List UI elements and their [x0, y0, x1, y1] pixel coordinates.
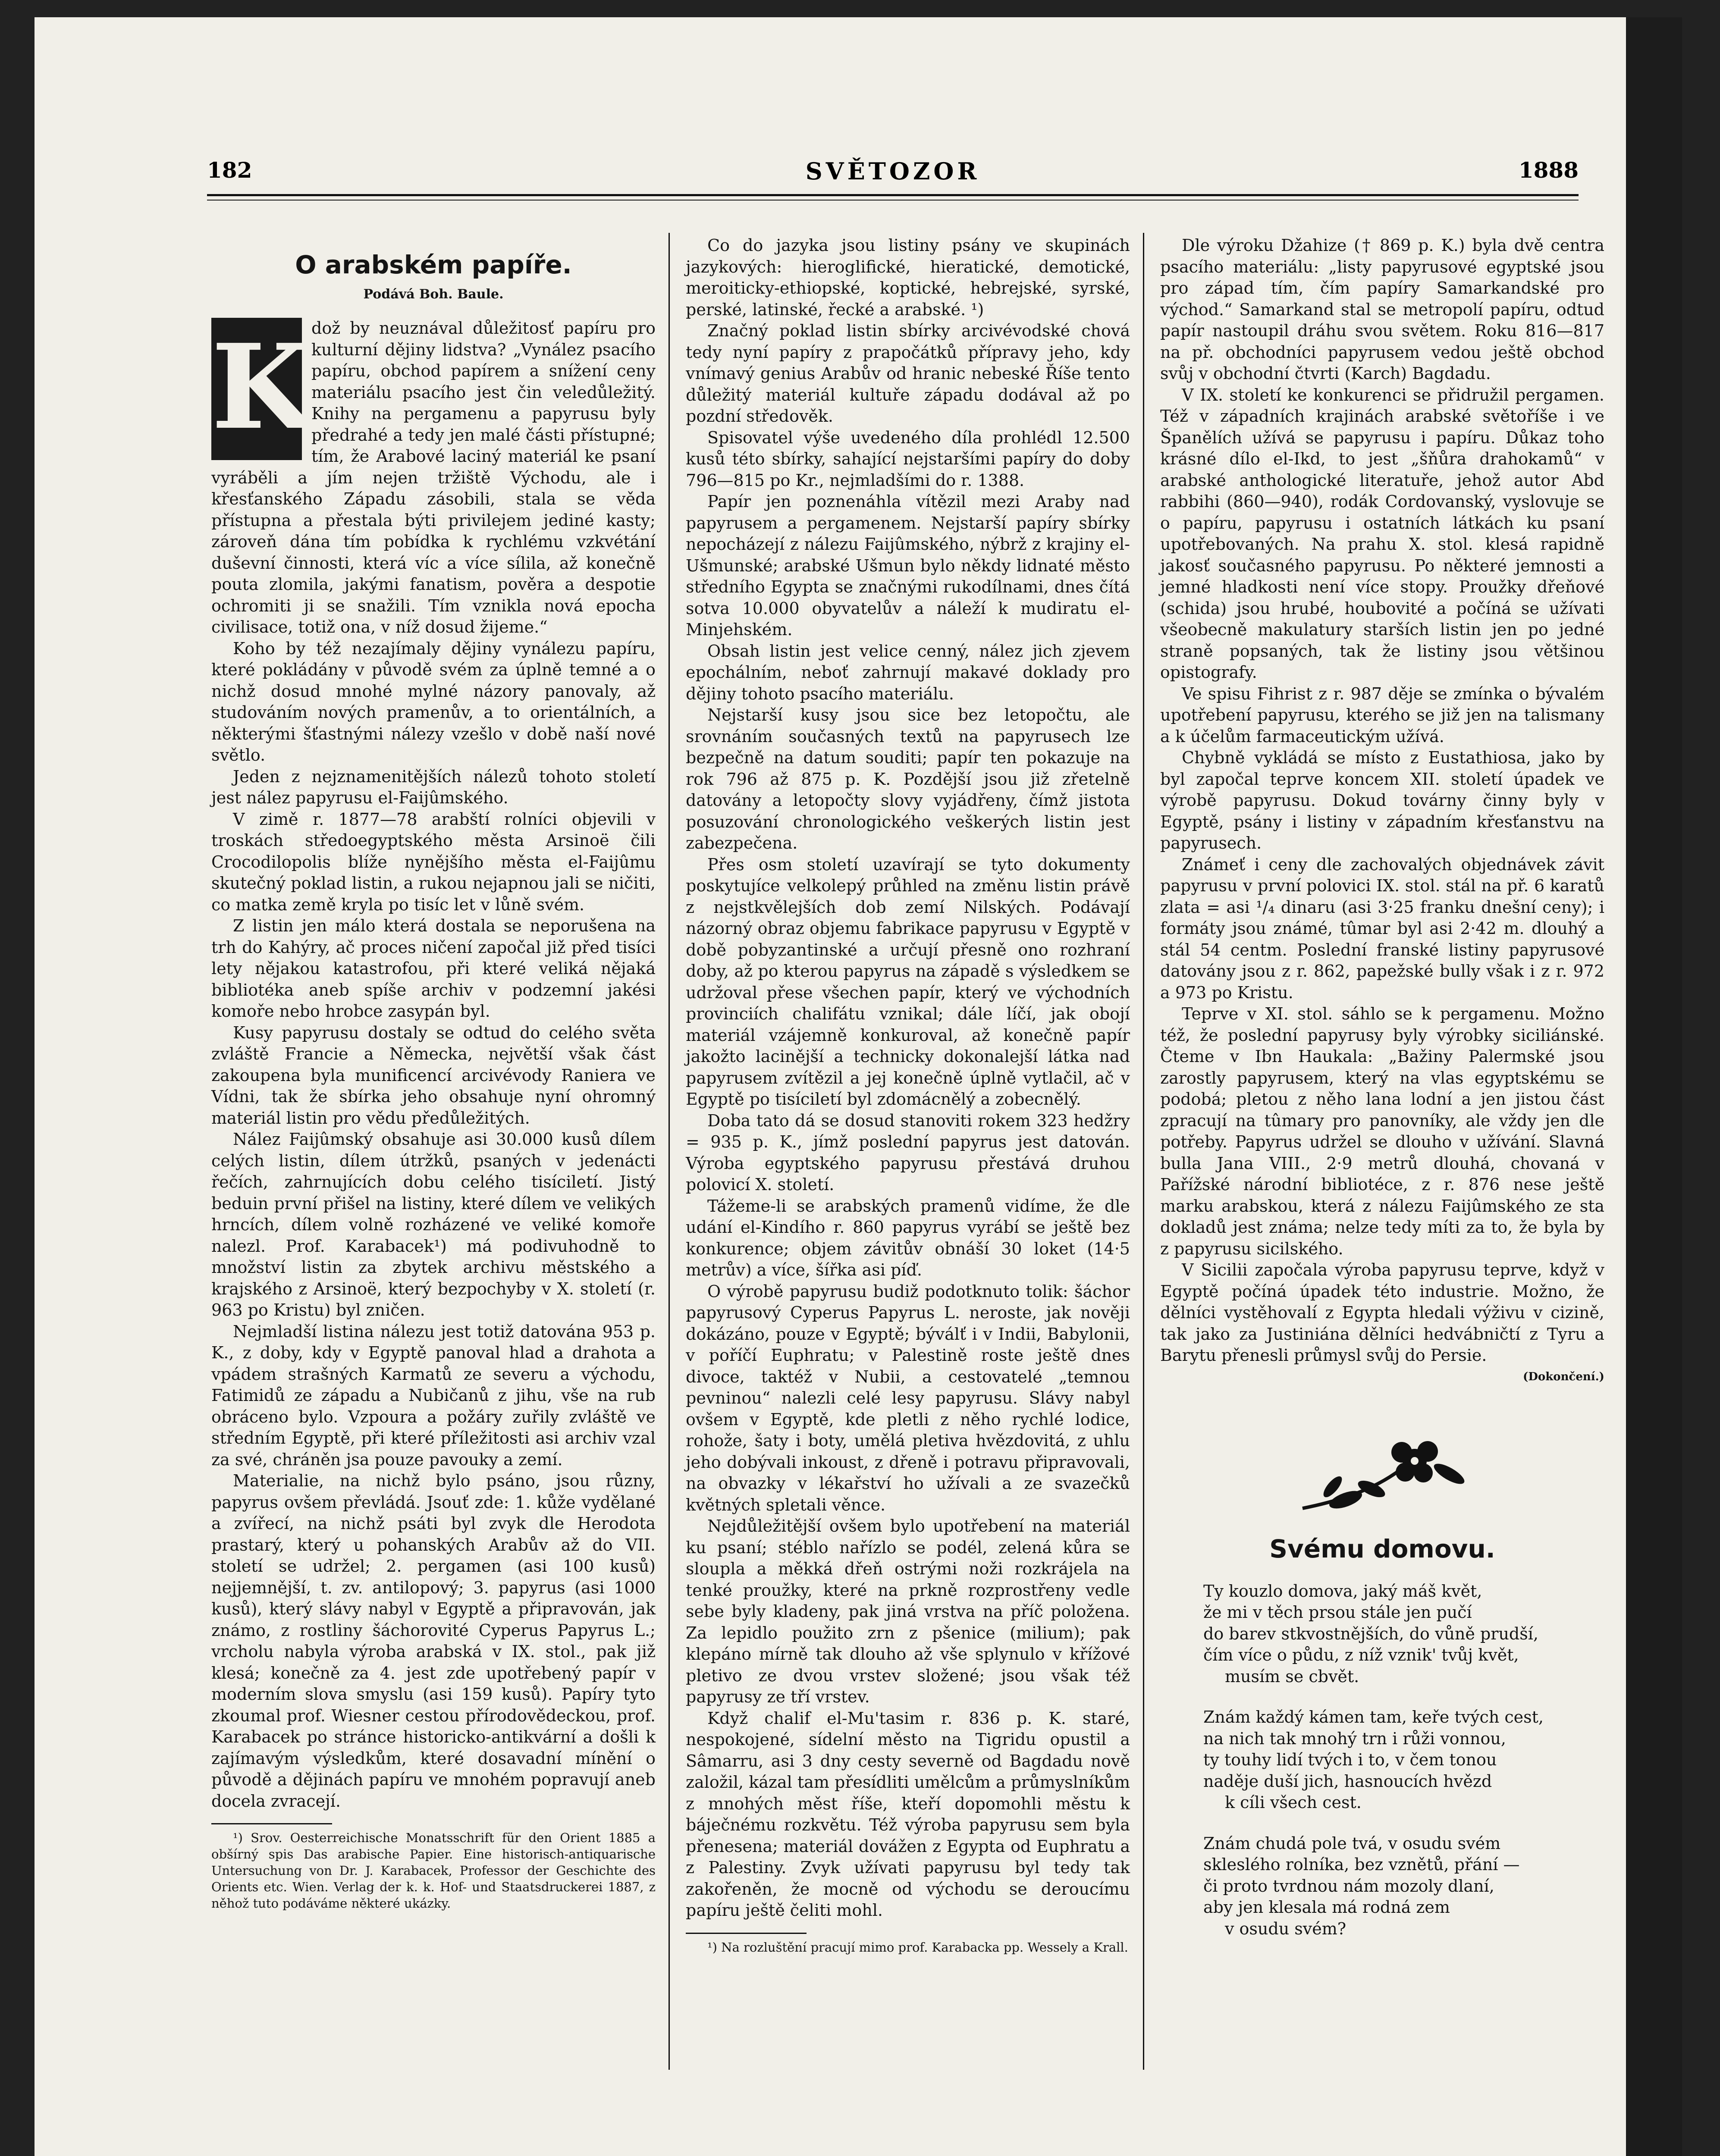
paragraph: Doba tato dá se dosud stanoviti rokem 323 hedžry = 935 p. K., jímž poslední papyrus jest datován. Výroba egyptského papyrusu přestává druhou polovicí X. století.: [686, 1111, 1130, 1194]
poem-line: musím se cbvět.: [1225, 1667, 1359, 1686]
byline: Podává Boh. Baule.: [363, 286, 504, 302]
poem-line: či proto tvrdnou nám mozoly dlaní,: [1203, 1876, 1494, 1896]
poem-line: že mi v těch prsou stále jen pučí: [1203, 1603, 1472, 1622]
paragraph: Teprve v XI. stol. sáhlo se k pergamenu. Možno též, že poslední papyrusy byly výrobky siciliánské. Čteme v Ibn Haukala: „Bažiny Palermské jsou zarostly papyrusem, který na vlas egyptskému se podobá; pletou z něho lana lodní a jen jistou část zpracují na tûmary pro panovníky, ale vždy jen dle potřeby. Papyrus udržel se dlouho v užívání. Slavná bulla Jana VIII., 2·9 metrů dlouhá, chovaná v Pařížské národní bibliotéce, z r. 876 nese ještě marku arabskou, která z nálezu Faijûmského ze sta dokladů jest známa; nelze tedy míti za to, že byla by z papyrusu sicilského.: [1160, 1004, 1604, 1258]
column-divider: [1143, 233, 1144, 2070]
poem-line: ty touhy lidí tvých i to, v čem tonou: [1203, 1750, 1497, 1769]
journal-title: SVĚTOZOR: [805, 157, 980, 185]
paragraph: V Sicilii započala výroba papyrusu teprve, když v Egyptě počíná úpadek této industrie. Možno, že dělníci vystěhovalí z Egypta hledali výživu v cizině, tak jako za Justiniána dělníci hedvábničtí z Tyru a Barytu přenesli průmysl svůj do Persie.: [1160, 1260, 1604, 1365]
poem-line: skleslého rolníka, bez vznětů, přání —: [1203, 1855, 1520, 1874]
paragraph: Tážeme-li se arabských pramenů vidíme, že dle udání el-Kindího r. 860 papyrus vyrábí se ještě bez konkurence; objem závitův obnáší 30 loket (14·5 metrův) a více, šířka asi píď.: [686, 1196, 1130, 1279]
poem-line: k cíli všech cest.: [1225, 1793, 1362, 1812]
column-3: [1160, 235, 1604, 1959]
poem-line: Ty kouzlo domova, jaký máš květ,: [1203, 1581, 1482, 1601]
poem-line: čím více o půdu, z níž vznik' tvůj květ,: [1203, 1645, 1519, 1664]
column-divider: [669, 233, 670, 2070]
poem-title: Svému domovu.: [1269, 1534, 1495, 1564]
poem-line: Znám každý kámen tam, keře tvých cest,: [1203, 1708, 1544, 1727]
poem-stanza: [1160, 1581, 1604, 1688]
floral-ornament-icon: [1160, 1435, 1604, 1521]
header-rule-thin: [207, 200, 1579, 201]
footnote-rule: [686, 1933, 807, 1934]
poem-stanza: [1160, 1833, 1604, 1940]
paragraph: Když chalif el-Mu'tasim r. 836 p. K. staré, nespokojené, sídelní město na Tigridu opustil a Sâmarru, asi 3 dny cesty severně od Bagdadu nově založil, kázal tam přesídliti umělcům a průmyslníkům z mnohých měst říše, kteří dopomohli městu k báječnému rozkvětu. Též výroba papyrusu sem byla přenesena; materiál dovážen z Egypta od Euphratu a z Palestiny. Zvyk užívati papyrusu byl tedy tak zakořeněn, že mocně od východu se deroucímu papíru ještě čeliti mohl.: [686, 1708, 1130, 1920]
newspaper-page: [35, 17, 1682, 2156]
paragraph: Papír jen poznenáhla vítězil mezi Araby nad papyrusem a pergamenem. Nejstarší papíry sbírky nepocházejí z nálezu Faijûmského, nýbrž z krajiny el-Ušmunské; arabské Ušmun bylo někdy lidnaté město středního Egypta se značnými rukodílnami, dnes čítá sotva 10.000 obyvatelův a náleží k mudiratu el-Minjehském.: [686, 492, 1130, 639]
paragraph: Značný poklad listin sbírky arcivévodské chová tedy nyní papíry z prapočátků přípravy jeho, kdy vnímavý genius Arabův od hranic nebeské Říše tento důležitý materiál kultuře západu dodával až po pozdní středověk.: [686, 321, 1130, 426]
paragraph: Známeť i ceny dle zachovalých objednávek závit papyrusu v první polovici IX. stol. stál na př. 6 karatů zlata = asi ¹/₄ dinaru (asi 3·25 franku dnešní ceny); i formáty jsou známé, tûmar byl asi 2·42 m. dlouhý a stál 54 centm. Poslední franské listiny papyrusové datovány jsou z r. 862, papežské bully však i z r. 972 a 973 po Kristu.: [1160, 855, 1604, 1002]
paragraph: Co do jazyka jsou listiny psány ve skupinách jazykových: hieroglifické, hieratické, demotické, meroiticky-ethiopské, koptické, hebrejské, syrské, perské, latinské, řecké a arabské. ¹): [686, 236, 1130, 319]
paragraph: Dle výroku Džahize († 869 p. K.) byla dvě centra psacího materiálu: „listy papyrusové egyptské jsou pro západ tím, čím papíry Samarkandské pro východ.“ Samarkand stal se metropolí papíru, odtud papír nastoupil dráhu svou světem. Roku 816—817 na př. obchodníci papyrusem vedou ještě obchod svůj v obchodní čtvrti (Karch) Bagdadu.: [1160, 236, 1604, 383]
year: 1888: [1518, 157, 1579, 183]
paragraph: Přes osm století uzavírají se tyto dokumenty poskytujíce velkolepý průhled na změnu listin právě z nejstkvělejších dob zemí Nilských. Podávají názorný obraz objemu fabrikace papyrusu v Egyptě v době pobyzantinské a určují přesně ono rozhraní doby, až po kterou papyrus na západě s výsledkem se udržoval přese všechen papír, který ve východních provinciích chalifátu vznikal; dále líčí, jak obojí materiál vzájemně konkuroval, až konečně papír jakožto lacinější a technicky dokonalejší látka nad papyrusem zvítězil a jej konečně úplně vytlačil, ač v Egyptě po tisíciletí byl zdomácnělý a zobecnělý.: [686, 855, 1130, 1109]
page-header: [207, 157, 1579, 188]
paragraph: Nejstarší kusy jsou sice bez letopočtu, ale srovnáním současných textů na papyrusech lze bezpečně na datum souditi; papír ten pokazuje na rok 796 až 875 p. K. Pozdější jsou již zřetelně datovány a letopočty slovy vyjádřeny, čímž jistota posuzování chronologického veškerých listin jest zabezpečena.: [686, 705, 1130, 852]
page-number: 182: [207, 157, 252, 183]
paragraph: Ve spisu Fihrist z r. 987 děje se zmínka o bývalém upotřebení papyrusu, kterého se již jen na talismany a k účelům farmaceutickým užívá.: [1160, 684, 1604, 746]
paragraph: Kusy papyrusu dostaly se odtud do celého světa zvláště Francie a Německa, největší však část zakoupena byla munificencí arcivévody Raniera ve Vídni, tak že sbírka jeho obsahuje nyní ohromný materiál listin pro vědu předůležitých.: [211, 1023, 656, 1128]
poem-stanza: [1160, 1707, 1604, 1814]
poem-line: na nich tak mnohý trn i růži vonnou,: [1203, 1729, 1506, 1748]
footnote: ¹) Srov. Oesterreichische Monatsschrift für den Orient 1885 a obšírný spis Das arabische Papier. Eine historisch-antiquarische Untersuchung von Dr. J. Karabacek, Professor der Geschichte des Orients etc. Wien. Verlag der k. k. Hof- und Staatsdruckerei 1887, z něhož tuto podáváme některé ukázky.: [211, 1830, 656, 1911]
poem-line: naděje duší jich, hasnoucích hvězd: [1203, 1771, 1492, 1791]
paragraph: Nejmladší listina nálezu jest totiž datována 953 p. K., z doby, kdy v Egyptě panoval hlad a drahota a vpádem strašných Karmatů ze severu a východu, Fatimidů ze západu a Nubičanů z jihu, vše na rub obráceno bylo. Vzpoura a požáry zuřily zvláště ve středním Egyptě, při které příležitosti asi archiv vzal za své, chráněn jsa pouze pavouky a zemí.: [211, 1322, 656, 1469]
paragraph: Chybně vykládá se místo z Eustathiosa, jako by byl započal teprve koncem XII. století úpadek ve výrobě papyrusu. Dokud továrny činny byly v Egyptě, psány i listiny v západním křesťanstvu na papyrusech.: [1160, 748, 1604, 852]
poem-line: aby jen klesala má rodná zem: [1203, 1898, 1450, 1917]
scan-edge: [1626, 17, 1682, 2156]
continuation-note: (Dokončení.): [1523, 1370, 1604, 1383]
header-rule: [207, 194, 1579, 196]
paragraph: Nejdůležitější ovšem bylo upotřebení na materiál ku psaní; stéblo nařízlo se podél, zelená kůra se sloupla a měkká dřeň ostrými noži rozkrájela na tenké proužky, které na prkně rozprostřeny vedle sebe byly kladeny, pak jiná vrstva na příč položena. Za lepidlo použito zrn z pšenice (milium); pak klepáno mírně tak dlouho až vše splynulo v křížové pletivo ze dvou vrstev složené; jsou však též papyrusy ze tří vrstev.: [686, 1517, 1130, 1706]
article-title: O arabském papíře.: [295, 250, 572, 279]
paragraph: Spisovatel výše uvedeného díla prohlédl 12.500 kusů této sbírky, sahající nejstaršími papíry do doby 796—815 po Kr., nejmladšími do r. 1388.: [686, 428, 1130, 490]
paragraph: Jeden z nejznamenitějších nálezů tohoto století jest nález papyrusu el-Faijûmského.: [211, 767, 656, 807]
paragraph: O výrobě papyrusu budiž podotknuto tolik: šáchor papyrusový Cyperus Papyrus L. neroste, jak nověji dokázáno, pouze v Egyptě; býválť i v Indii, Babylonii, v poříčí Euphratu; v Palestině roste ještě dnes divoce, taktéž v Nubii, a cestovatelé „temnou pevninou“ nalezli celé lesy papyrusu. Slávy nabyl ovšem v Egyptě, kde pletli z něho rychlé lodice, rohože, šaty i boty, umělá pletiva hvězdovitá, z uhlu jeho dobývali inkoust, z dřeně i potravu připravovali, na obvazky v lékařství ho užívali a ze svazečků květných spletali věnce.: [686, 1282, 1130, 1514]
footnote: ¹) Na rozluštění pracují mimo prof. Karabacka pp. Wessely a Krall.: [707, 1940, 1128, 1955]
column-2: [686, 235, 1130, 1955]
paragraph: Koho by též nezajímaly dějiny vynálezu papíru, které pokládány v původě svém za úplně temné a o nichž dosud mnohé mylné názory panovaly, až studováním nových pramenův, a to orientálních, a některými šťastnými nálezy vzešlo v době naší nové světlo.: [211, 639, 656, 765]
footnote-rule: [211, 1823, 332, 1824]
poem-line: do barev stkvostnějších, do vůně prudší,: [1203, 1624, 1538, 1643]
paragraph: Obsah listin jest velice cenný, nález jich zjevem epochálním, neboť zahrnují makavé doklady pro dějiny tohoto psacího materiálu.: [686, 641, 1130, 703]
paragraph: V IX. století ke konkurenci se přidružil pergamen. Též v západních krajinách arabské světoříše i ve Španělích užívá se papyrusu i papíru. Důkaz toho krásné dílo el-Ikd, to jest „šňůra drahokamů“ v arabské anthologické literatuře, jehož autor Abd rabbihi (860—940), rodák Cordovanský, vyslovuje se o papíru, papyrusu i ostatních látkách ku psaní upotřebovaných. Na prahu X. stol. klesá rapidně jakosť současného papyrusu. Po některé jemnosti a jemné hladkosti není více stopy. Proužky dřeňové (schida) jsou hrubé, houbovité a počíná se užívati všeobecně makulatury starších listin jen po jedné straně popsaných, tak že listiny jsou většinou opistografy.: [1160, 385, 1604, 682]
column-1: [211, 235, 656, 1912]
paragraph: Z listin jen málo která dostala se neporušena na trh do Kahýry, ač proces ničení započal již před tisíci lety nějakou katastrofou, při které veliká nějaká bibliotéka aneb spíše archiv v podzemní jakési komoře nebo hrobce zasypán byl.: [211, 916, 656, 1021]
paragraph: V zimě r. 1877—78 arabští rolníci objevili v troskách středoegyptského města Arsinoë čili Crocodilopolis blíže nynějšího města el-Faijûmu skutečný poklad listin, a rukou nejapnou jali se ničiti, co matka země kryla po tisíc let v lůně svém.: [211, 809, 656, 914]
poem-line: Znám chudá pole tvá, v osudu svém: [1203, 1833, 1501, 1853]
paragraph: Materialie, na nichž bylo psáno, jsou různy, papyrus ovšem převládá. Jsouť zde: 1. kůže vydělané a zvířecí, na nichž psáti byl zvyk dle Herodota prastarý, který u pohanských Arabův až do VII. století se udržel; 2. pergamen (asi 100 kusů) nejjemnější, t. zv. antilopový; 3. papyrus (asi 1000 kusů), který slávy nabyl v Egyptě a připravován, jak známo, z rostliny šáchorovité Cyperus Papyrus L.; vrcholu nabyla výroba arabská v IX. stol., pak již klesá; konečně za 4. jest zde upotřebený papír v moderním slova smyslu (asi 159 kusů). Papíry tyto zkoumal prof. Wiesner cestou přírodovědeckou, prof. Karabacek po stránce historicko-antikvární a došli k zajímavým výsledkům, které dosavadní mínění o původě a dějinách papíru ve mnohém popravují aneb docela zvracejí.: [211, 1471, 656, 1811]
paragraph: Nález Faijûmský obsahuje asi 30.000 kusů dílem celých listin, dílem útržků, psaných v jedenácti řečích, zahrnujících dobu celého tisíciletí. Jistý beduin první přišel na listiny, které dílem ve velikých hrncích, dílem volně rozházené ve veliké komoře nalezl. Prof. Karabacek¹) má podivuhodně to množství listin za zbytek archivu městského a krajského z Arsinoë, který bezpochyby v X. století (r. 963 po Kristu) byl zničen.: [211, 1130, 656, 1319]
paragraph: K dož by neuznával důležitosť papíru pro kulturní dějiny lidstva? „Vynález psacího papíru, obchod papírem a snížení ceny materiálu psacího jest čin veledůležitý. Knihy na pergamenu a papyrusu byly předrahé a tedy jen malé části přístupné; tím, že Arabové laciný materiál ke psaní vyráběli a jím nejen tržiště Východu, ale i křesťanského Západu zásobili, stala se věda přístupna a přestala býti privilejem jediné kasty; zároveň dána tím pobídka k rychlému vzkvétání duševní činnosti, která víc a více sílila, až konečně pouta zlomila, jakými fanatism, pověra a despotie ochromiti ji se snažili. Tím vznikla nová epocha civilisace, totiž ona, v níž dosud žijeme.“: [211, 318, 656, 636]
poem-line: v osudu svém?: [1225, 1919, 1346, 1938]
drop-cap: K: [211, 318, 302, 460]
